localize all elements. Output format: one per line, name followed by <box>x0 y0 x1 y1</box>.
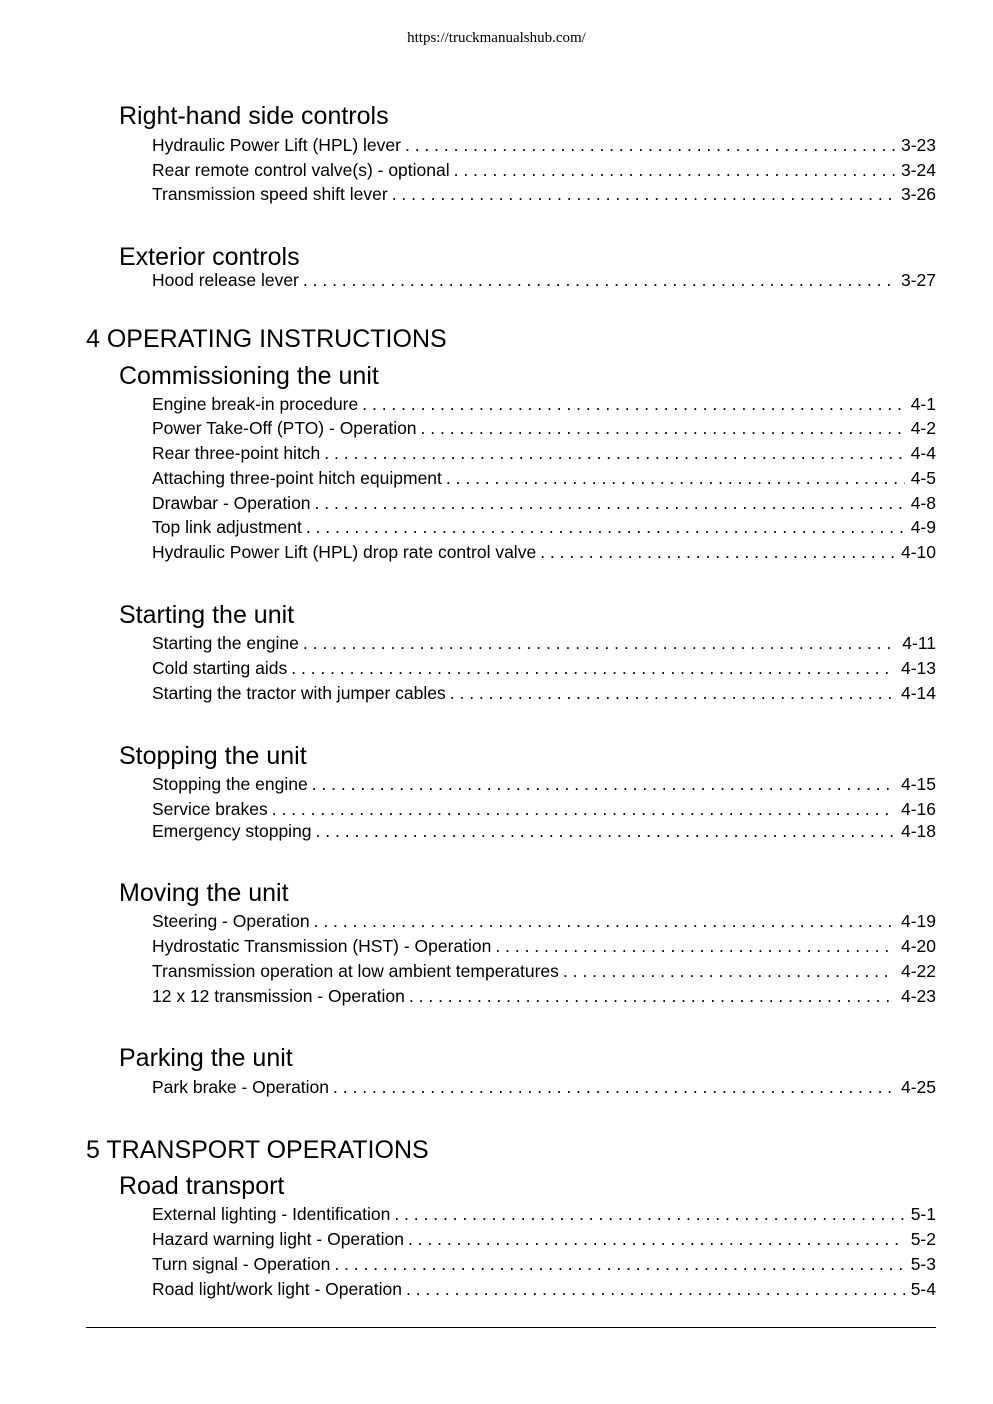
toc-entry-page: 4-15 <box>900 774 936 794</box>
dot-leader <box>405 134 895 156</box>
dot-leader <box>272 798 895 820</box>
dot-leader <box>324 442 904 464</box>
toc-entry[interactable] <box>152 183 936 205</box>
dot-leader <box>394 1203 904 1225</box>
dot-leader <box>563 960 895 982</box>
toc-entry[interactable] <box>152 1228 936 1250</box>
toc-entry-label: External lighting - Identification <box>152 1204 391 1224</box>
toc-entry-label: Drawbar - Operation <box>152 493 311 513</box>
dot-leader <box>291 657 895 679</box>
toc-entry-page: 4-22 <box>900 961 936 981</box>
toc-entry[interactable] <box>152 1278 936 1300</box>
toc-entry-label: Transmission operation at low ambient temperatures <box>152 961 559 981</box>
toc-entry-label: Engine break-in procedure <box>152 394 359 414</box>
dot-leader <box>421 417 905 439</box>
toc-entry-label: 12 x 12 transmission - Operation <box>152 986 405 1006</box>
toc-entry-page: 3-27 <box>900 270 936 290</box>
toc-entry-label: Power Take-Off (PTO) - Operation <box>152 418 417 438</box>
toc-entry[interactable] <box>152 682 936 704</box>
toc-entry-page: 5-3 <box>910 1254 936 1274</box>
toc-entry[interactable] <box>152 541 936 563</box>
dot-leader <box>540 541 895 563</box>
dot-leader <box>312 773 895 795</box>
toc-entry-label: Transmission speed shift lever <box>152 184 388 204</box>
toc-entry[interactable] <box>152 393 936 415</box>
toc-entry-page: 4-2 <box>910 418 936 438</box>
section-title: Road transport <box>119 1172 285 1200</box>
dot-leader <box>406 1278 905 1300</box>
dot-leader <box>392 183 895 205</box>
dot-leader <box>409 985 895 1007</box>
toc-entry-page: 4-5 <box>910 468 936 488</box>
section-title: Starting the unit <box>119 601 295 629</box>
toc-entry-page: 4-25 <box>900 1077 936 1097</box>
toc-entry[interactable] <box>152 773 936 795</box>
toc-entry-label: Road light/work light - Operation <box>152 1279 402 1299</box>
toc-entry[interactable] <box>152 798 936 820</box>
toc-entry-page: 4-11 <box>902 633 936 653</box>
toc-entry[interactable] <box>152 516 936 538</box>
dot-leader <box>362 393 904 415</box>
toc-entry-page: 5-4 <box>910 1279 936 1299</box>
toc-entry[interactable] <box>152 820 936 842</box>
toc-entry-page: 4-16 <box>900 799 936 819</box>
section-title: Parking the unit <box>119 1044 293 1072</box>
toc-entry-page: 4-13 <box>900 658 936 678</box>
toc-entry-label: Hydrostatic Transmission (HST) - Operation <box>152 936 492 956</box>
toc-entry-label: Rear remote control valve(s) - optional <box>152 160 450 180</box>
toc-entry-label: Hazard warning light - Operation <box>152 1229 404 1249</box>
toc-entry-page: 3-23 <box>900 135 936 155</box>
toc-entry-label: Hood release lever <box>152 270 299 290</box>
toc-entry-label: Attaching three-point hitch equipment <box>152 468 442 488</box>
section-title: Right-hand side controls <box>119 102 389 130</box>
toc-entry[interactable] <box>152 960 936 982</box>
toc-entry[interactable] <box>152 1076 936 1098</box>
toc-entry-label: Cold starting aids <box>152 658 288 678</box>
dot-leader <box>408 1228 905 1250</box>
chapter-title: 5 TRANSPORT OPERATIONS <box>86 1136 429 1164</box>
toc-entry-page: 4-19 <box>900 911 936 931</box>
toc-entry[interactable] <box>152 1253 936 1275</box>
toc-entry[interactable] <box>152 159 936 181</box>
toc-entry[interactable] <box>152 134 936 156</box>
toc-entry-page: 3-26 <box>900 184 936 204</box>
dot-leader <box>303 269 895 291</box>
toc-entry-page: 4-9 <box>910 517 936 537</box>
toc-entry-label: Turn signal - Operation <box>152 1254 331 1274</box>
toc-entry-label: Steering - Operation <box>152 911 310 931</box>
toc-entry-page: 5-2 <box>910 1229 936 1249</box>
toc-entry[interactable] <box>152 417 936 439</box>
toc-entry-label: Rear three-point hitch <box>152 443 321 463</box>
toc-entry[interactable] <box>152 442 936 464</box>
toc-entry-page: 4-4 <box>910 443 936 463</box>
toc-entry-page: 3-24 <box>900 160 936 180</box>
dot-leader <box>316 820 895 842</box>
section-title: Moving the unit <box>119 879 289 907</box>
toc-entry[interactable] <box>152 269 936 291</box>
dot-leader <box>315 492 905 514</box>
dot-leader <box>446 467 905 489</box>
dot-leader <box>450 682 895 704</box>
toc-entry[interactable] <box>152 1203 936 1225</box>
dot-leader <box>334 1253 904 1275</box>
toc-entry-page: 4-1 <box>910 394 936 414</box>
toc-entry[interactable] <box>152 492 936 514</box>
chapter-title: 4 OPERATING INSTRUCTIONS <box>86 325 447 353</box>
toc-entry-label: Park brake - Operation <box>152 1077 330 1097</box>
toc-entry-label: Hydraulic Power Lift (HPL) lever <box>152 135 401 155</box>
toc-entry-page: 4-10 <box>900 542 936 562</box>
header-url: https://truckmanualshub.com/ <box>407 30 586 46</box>
toc-entry-page: 4-20 <box>900 936 936 956</box>
section-title: Exterior controls <box>119 243 300 271</box>
dot-leader <box>454 159 895 181</box>
toc-entry-label: Stopping the engine <box>152 774 308 794</box>
toc-entry[interactable] <box>152 657 936 679</box>
dot-leader <box>306 516 905 538</box>
toc-entry-page: 5-1 <box>910 1204 936 1224</box>
toc-entry-page: 4-18 <box>900 821 936 841</box>
toc-entry-page: 4-23 <box>900 986 936 1006</box>
toc-entry-label: Emergency stopping <box>152 821 312 841</box>
toc-entry-label: Starting the engine <box>152 633 299 653</box>
toc-entry-label: Top link adjustment <box>152 517 302 537</box>
dot-leader <box>303 632 896 654</box>
toc-entry-label: Hydraulic Power Lift (HPL) drop rate control valve <box>152 542 537 562</box>
toc-entry-label: Service brakes <box>152 799 268 819</box>
dot-leader <box>333 1076 895 1098</box>
footer-divider <box>86 1327 936 1328</box>
toc-entry[interactable] <box>152 467 936 489</box>
toc-entry[interactable] <box>152 935 936 957</box>
section-title: Stopping the unit <box>119 742 307 770</box>
toc-entry-label: Starting the tractor with jumper cables <box>152 683 446 703</box>
toc-entry-page: 4-14 <box>900 683 936 703</box>
dot-leader <box>314 910 895 932</box>
toc-entry-page: 4-8 <box>910 493 936 513</box>
toc-entry[interactable] <box>152 985 936 1007</box>
toc-entry[interactable] <box>152 632 936 654</box>
section-title: Commissioning the unit <box>119 362 379 390</box>
toc-entry[interactable] <box>152 910 936 932</box>
dot-leader <box>495 935 895 957</box>
